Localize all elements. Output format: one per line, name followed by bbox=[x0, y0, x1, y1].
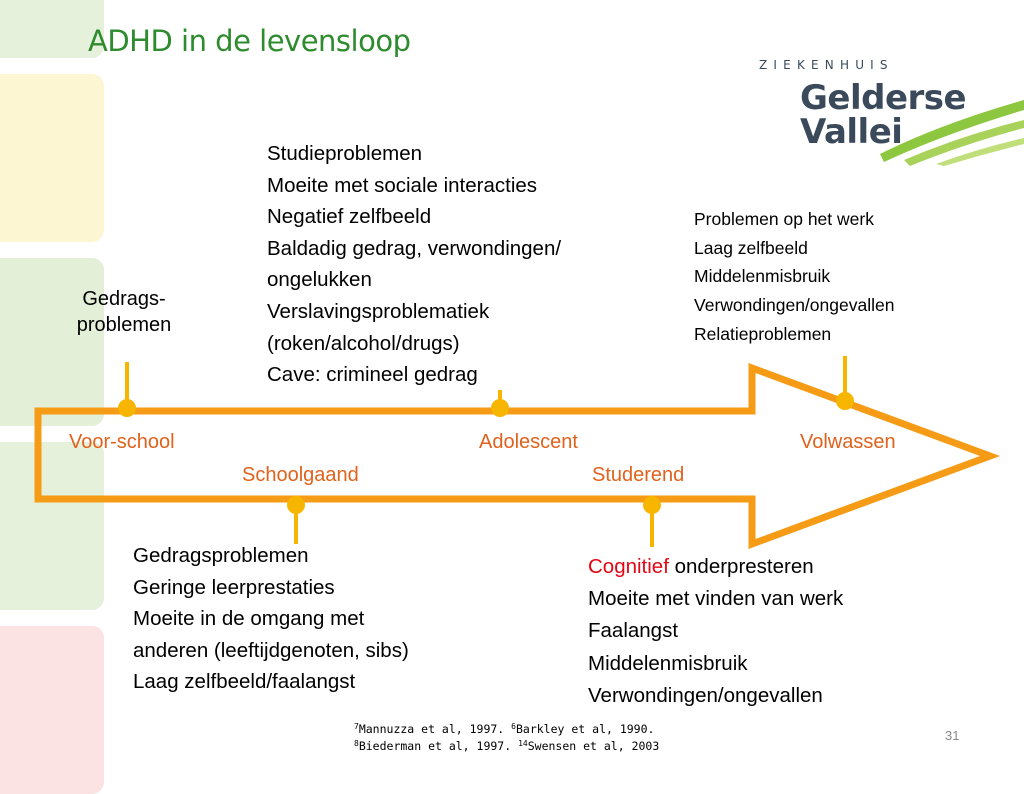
stage-label-adolescent: Adolescent bbox=[479, 431, 578, 453]
schoolgaand-line-3: Moeite in de omgang met bbox=[133, 607, 365, 631]
studerend-line-4: Middelenmisbruik bbox=[588, 651, 748, 675]
references bbox=[354, 721, 659, 756]
reference-line-1 bbox=[354, 721, 659, 738]
studerend-line-3: Faalangst bbox=[588, 619, 679, 643]
schoolgaand-line-1: Gedragsproblemen bbox=[133, 544, 309, 567]
studerend-line-2: Moeite met vinden van werk bbox=[588, 587, 844, 611]
voorschool-problems bbox=[60, 286, 188, 338]
dot-adolescent bbox=[491, 399, 509, 417]
volwassen-line-2: Laag zelfbeeld bbox=[694, 237, 808, 258]
volwassen-line-5: Relatieproblemen bbox=[694, 323, 832, 344]
ref-text: Swensen et al, 2003 bbox=[527, 739, 660, 754]
ref-text: Mannuzza et al, 1997. bbox=[358, 722, 512, 736]
studerend-line-5: Verwondingen/ongevallen bbox=[588, 683, 823, 707]
volwassen-line-1: Problemen op het werk bbox=[694, 209, 874, 229]
adolescent-line-7: (roken/alcohol/drugs) bbox=[267, 331, 460, 355]
schoolgaand-problems bbox=[133, 540, 409, 698]
dot-volwassen bbox=[836, 392, 854, 410]
reference-line-2 bbox=[354, 738, 659, 755]
ref-sup: 7 bbox=[354, 722, 359, 731]
logo-line-2: Vallei bbox=[800, 112, 903, 152]
schoolgaand-line-2: Geringe leerprestaties bbox=[133, 575, 335, 599]
logo-top-text: ZIEKENHUIS bbox=[759, 58, 894, 72]
adolescent-line-5: ongelukken bbox=[267, 268, 372, 292]
stage-label-volwassen: Volwassen bbox=[800, 431, 896, 453]
ref-sup: 14 bbox=[518, 739, 528, 749]
adolescent-line-1: Studieproblemen bbox=[267, 142, 422, 165]
adolescent-line-2: Moeite met sociale interacties bbox=[267, 173, 538, 197]
schoolgaand-line-4: anderen (leeftijdgenoten, sibs) bbox=[133, 638, 409, 662]
page-number: 31 bbox=[945, 728, 960, 743]
schoolgaand-line-5: Laag zelfbeeld/faalangst bbox=[133, 670, 356, 694]
studerend-line-1 bbox=[588, 551, 843, 583]
ref-sup: 6 bbox=[511, 722, 516, 731]
volwassen-line-4: Verwondingen/ongevallen bbox=[694, 295, 895, 316]
voorschool-line-1: Gedrags- bbox=[82, 288, 166, 310]
dot-voorschool bbox=[118, 399, 136, 417]
volwassen-line-3: Middelenmisbruik bbox=[694, 266, 831, 287]
stage-label-voorschool: Voor-school bbox=[69, 431, 175, 453]
stage-label-schoolgaand: Schoolgaand bbox=[242, 464, 359, 486]
adolescent-line-3: Negatief zelfbeeld bbox=[267, 205, 432, 229]
ref-sup: 8 bbox=[354, 739, 359, 749]
studerend-highlight: Cognitief bbox=[588, 555, 669, 578]
adolescent-line-4: Baldadig gedrag, verwondingen/ bbox=[267, 236, 562, 260]
studerend-problems bbox=[588, 551, 843, 712]
logo-line-1: Gelderse bbox=[800, 78, 967, 118]
ref-text: Barkley et al, 1990. bbox=[515, 722, 655, 736]
volwassen-problems bbox=[694, 205, 894, 349]
adolescent-problems bbox=[267, 138, 561, 391]
voorschool-line-2: problemen bbox=[76, 314, 172, 336]
adolescent-line-6: Verslavingsproblematiek bbox=[267, 299, 490, 323]
stage-label-studerend: Studerend bbox=[592, 464, 685, 486]
ref-text: Biederman et al, 1997. bbox=[358, 739, 519, 754]
adolescent-line-8: Cave: crimineel gedrag bbox=[267, 363, 478, 387]
studerend-line-1-rest: onderpresteren bbox=[668, 555, 814, 578]
slide-title: ADHD in de levensloop bbox=[88, 24, 411, 58]
